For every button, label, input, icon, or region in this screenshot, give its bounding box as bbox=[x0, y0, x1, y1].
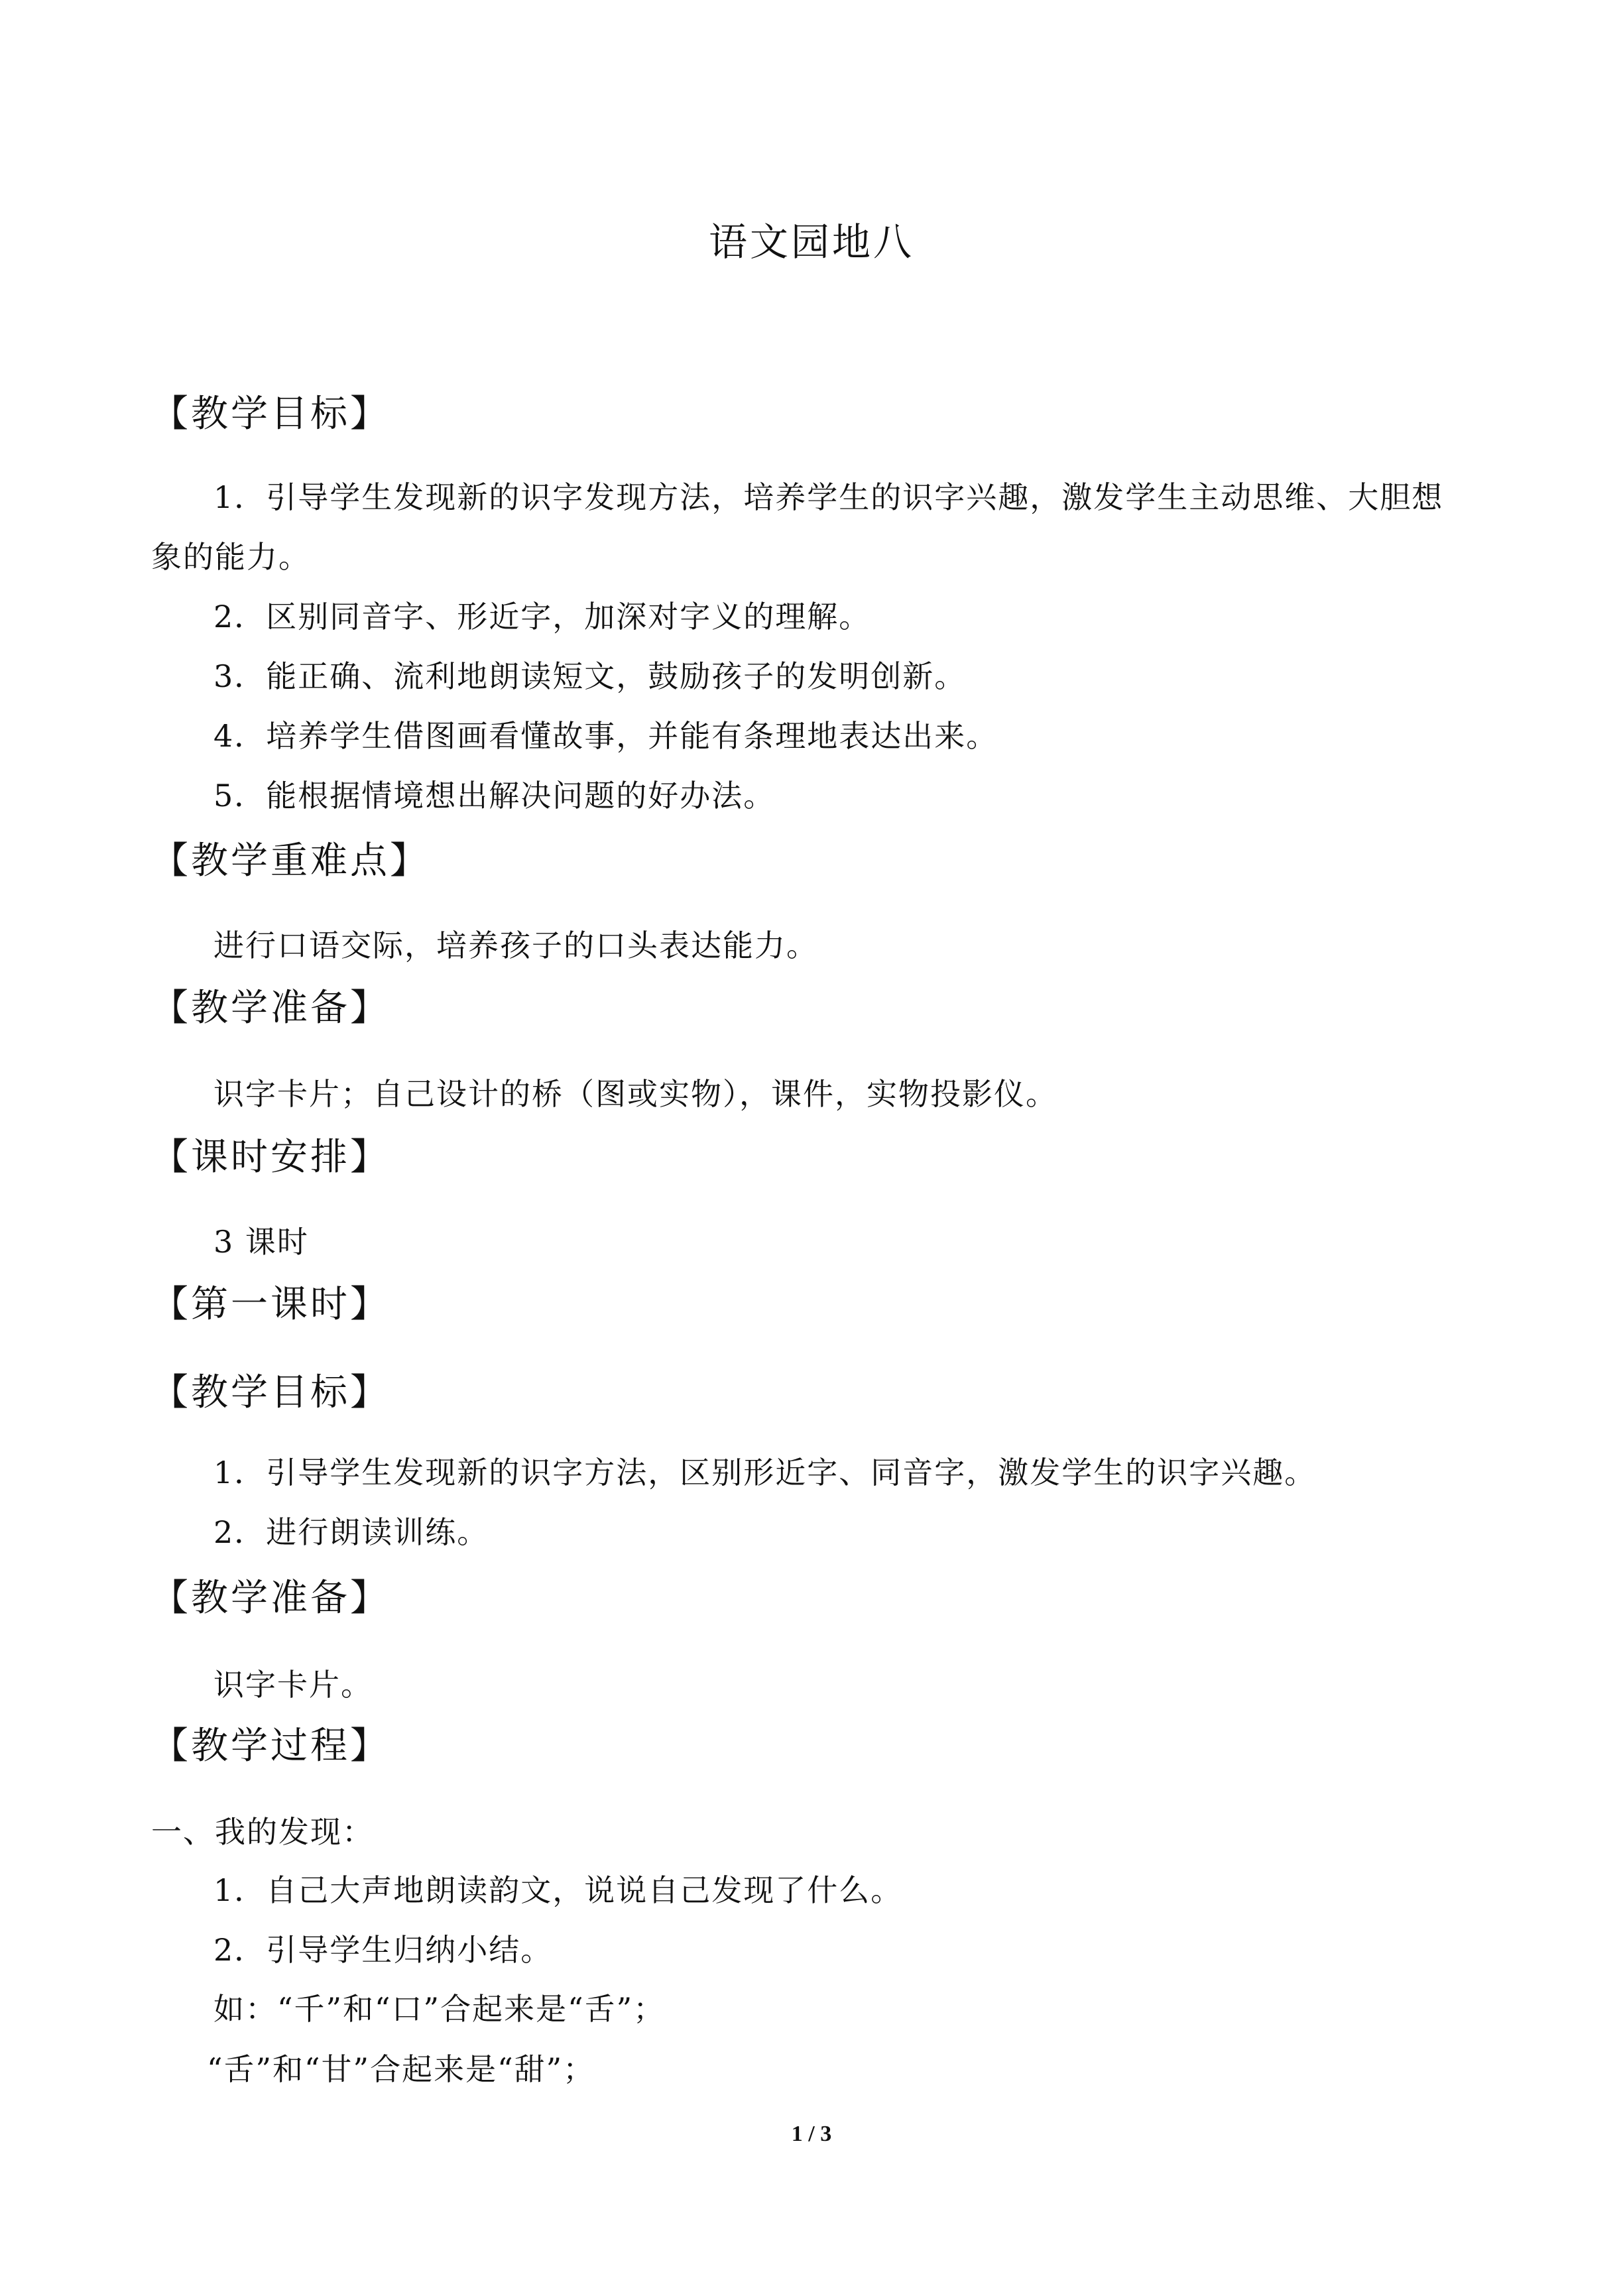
key-points-text: 进行口语交际，培养孩子的口头表达能力。 bbox=[213, 928, 818, 963]
key-points-heading: 【教学重难点】 bbox=[151, 839, 430, 882]
schedule-heading: 【课时安排】 bbox=[151, 1136, 390, 1179]
lesson1-objectives-heading: 【教学目标】 bbox=[151, 1371, 390, 1414]
lesson1-preparation-heading: 【教学准备】 bbox=[151, 1577, 390, 1620]
objective-3: 3．能正确、流利地朗读短文，鼓励孩子的发明创新。 bbox=[213, 658, 967, 694]
page-number: 1 / 3 bbox=[791, 2122, 832, 2146]
lesson1-objective-1: 1．引导学生发现新的识字方法，区别形近字、同音字，激发学生的识字兴趣。 bbox=[213, 1455, 1317, 1490]
objective-4: 4．培养学生借图画看懂故事，并能有条理地表达出来。 bbox=[213, 718, 998, 754]
objectives-heading: 【教学目标】 bbox=[151, 393, 390, 436]
preparation-heading: 【教学准备】 bbox=[151, 987, 390, 1030]
process-step-2: 2．引导学生归纳小结。 bbox=[213, 1932, 553, 1968]
page-title: 语文园地八 bbox=[708, 219, 914, 265]
lesson1-heading: 【第一课时】 bbox=[151, 1283, 390, 1326]
preparation-text: 识字卡片；自己设计的桥（图或实物），课件，实物投影仪。 bbox=[213, 1076, 1057, 1112]
process-heading: 【教学过程】 bbox=[151, 1724, 390, 1768]
example-2: “舌”和“甘”合起来是“甜”； bbox=[207, 2051, 595, 2087]
lesson1-objective-2: 2．进行朗读训练。 bbox=[213, 1514, 489, 1550]
example-1: 如：“千”和“口”合起来是“舌”； bbox=[213, 1991, 666, 2027]
process-part1: 一、我的发现： bbox=[151, 1814, 374, 1850]
objective-1-line-a: 1．引导学生发现新的识字发现方法，培养学生的识字兴趣，激发学生主动思维、大胆想 bbox=[213, 479, 1444, 515]
objective-1-line-b: 象的能力。 bbox=[151, 539, 310, 575]
process-step-1: 1．自己大声地朗读韵文，说说自己发现了什么。 bbox=[213, 1872, 903, 1908]
lesson1-preparation-text: 识字卡片。 bbox=[213, 1667, 373, 1703]
objective-2: 2．区别同音字、形近字，加深对字义的理解。 bbox=[213, 599, 871, 634]
schedule-text: 3 课时 bbox=[213, 1224, 309, 1260]
objective-5: 5．能根据情境想出解决问题的好办法。 bbox=[213, 778, 776, 814]
